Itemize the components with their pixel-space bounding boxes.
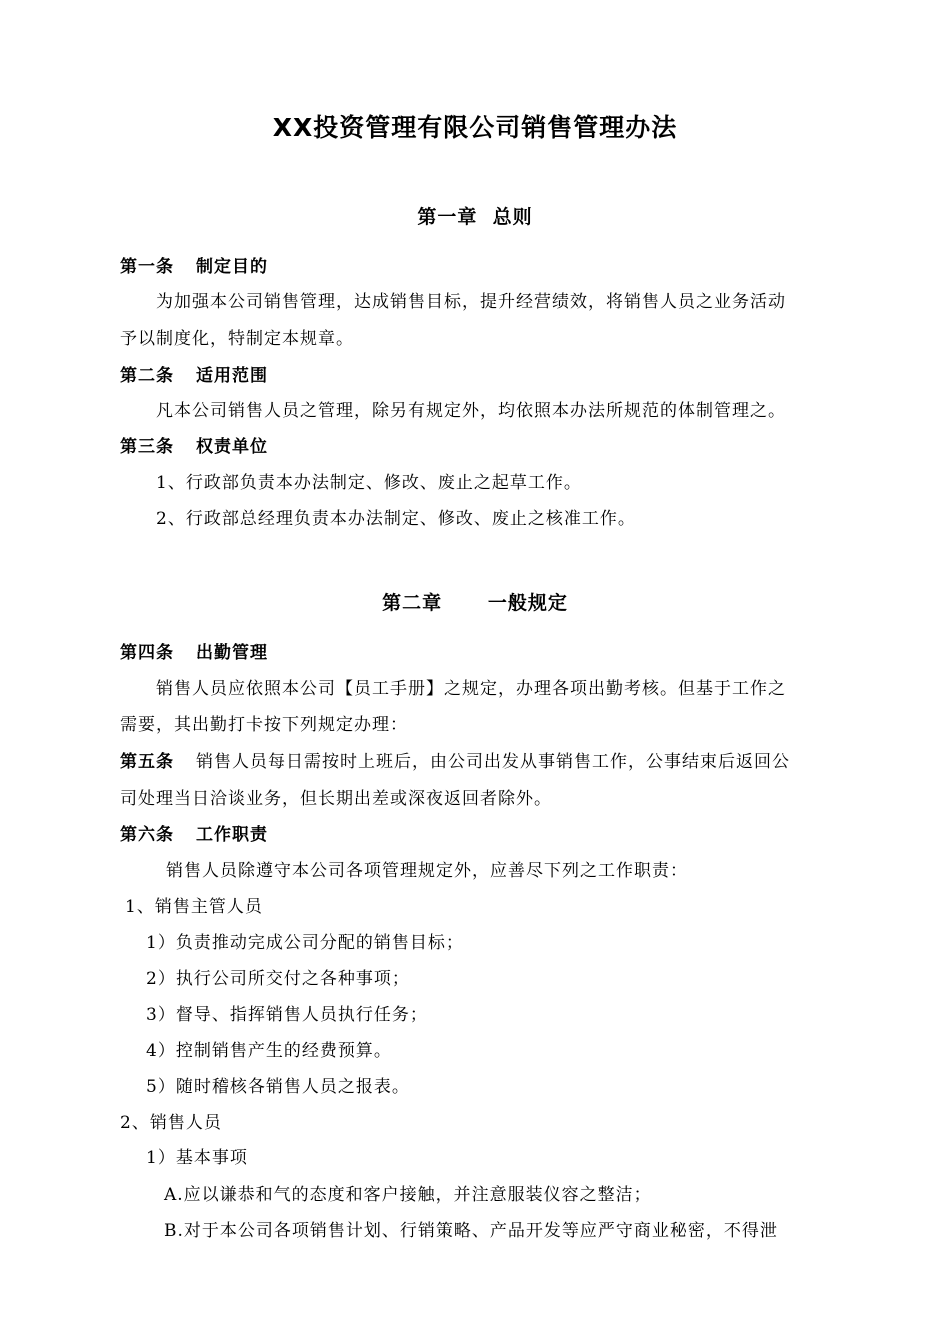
chapter-2-title: 第二章 一般规定: [382, 592, 568, 614]
manager-duty-3: 3）督导、指挥销售人员执行任务；: [146, 1005, 428, 1025]
article-1-title: 制定目的: [196, 257, 268, 277]
chapter-1-title: 第一章 总则: [417, 206, 533, 228]
article-2-label: 第二条: [120, 366, 174, 386]
article-6-heading: [120, 823, 268, 847]
article-6-label: 第六条: [120, 825, 174, 845]
article-3-heading: [120, 435, 268, 459]
article-6-title: 工作职责: [196, 825, 268, 845]
manager-duty-4: 4）控制销售产生的经费预算。: [146, 1041, 392, 1061]
article-5-line-1: [120, 750, 790, 774]
article-2-heading: [120, 364, 268, 388]
article-3-item-1: 1、行政部负责本办法制定、修改、废止之起草工作。: [156, 473, 582, 493]
article-1-paragraph-line-1: 为加强本公司销售管理，达成销售目标，提升经营绩效，将销售人员之业务活动: [156, 292, 786, 312]
staff-basic-items-heading: 1）基本事项: [146, 1148, 248, 1168]
manager-duty-5: 5）随时稽核各销售人员之报表。: [146, 1077, 410, 1097]
article-5-label: 第五条: [120, 752, 174, 772]
article-3-title: 权责单位: [196, 437, 268, 457]
manager-duty-2: 2）执行公司所交付之各种事项；: [146, 969, 410, 989]
article-4-paragraph-line-2: 需要，其出勤打卡按下列规定办理：: [120, 715, 408, 735]
article-6-intro: 销售人员除遵守本公司各项管理规定外，应善尽下列之工作职责：: [166, 861, 688, 881]
article-5-line-2: 司处理当日洽谈业务，但长期出差或深夜返回者除外。: [120, 789, 552, 809]
article-1-label: 第一条: [120, 257, 174, 277]
article-4-heading: [120, 641, 268, 665]
document-title: XX投资管理有限公司销售管理办法: [272, 113, 678, 142]
article-3-item-2: 2、行政部总经理负责本办法制定、修改、废止之核准工作。: [156, 509, 636, 529]
article-4-label: 第四条: [120, 643, 174, 663]
section-sales-managers: 1、销售主管人员: [125, 897, 263, 917]
article-1-heading: [120, 255, 268, 279]
article-3-label: 第三条: [120, 437, 174, 457]
article-2-title: 适用范围: [196, 366, 268, 386]
staff-basic-item-b: B.对于本公司各项销售计划、行销策略、产品开发等应严守商业秘密，不得泄: [164, 1221, 778, 1241]
article-5-text-line-1: 销售人员每日需按时上班后，由公司出发从事销售工作，公事结束后返回公: [196, 752, 790, 772]
staff-basic-item-a: A.应以谦恭和气的态度和客户接触，并注意服装仪容之整洁；: [164, 1185, 652, 1205]
article-4-paragraph-line-1: 销售人员应依照本公司【员工手册】之规定，办理各项出勤考核。但基于工作之: [156, 679, 786, 699]
article-2-paragraph: 凡本公司销售人员之管理，除另有规定外，均依照本办法所规范的体制管理之。: [156, 401, 786, 421]
section-sales-staff: 2、销售人员: [120, 1113, 222, 1133]
article-1-paragraph-line-2: 予以制度化，特制定本规章。: [120, 329, 354, 349]
manager-duty-1: 1）负责推动完成公司分配的销售目标；: [146, 933, 464, 953]
article-4-title: 出勤管理: [196, 643, 268, 663]
